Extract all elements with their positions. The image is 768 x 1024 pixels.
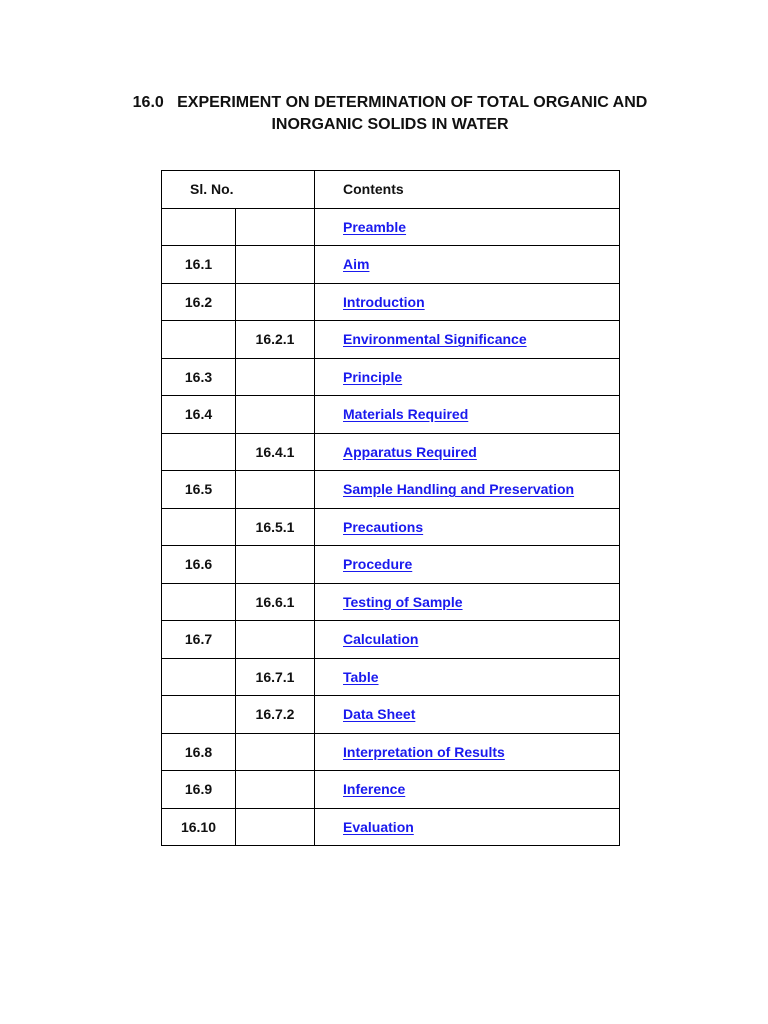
contents-cell — [315, 283, 620, 321]
page-title — [60, 92, 720, 136]
table-row — [162, 283, 620, 321]
subsection-number — [236, 396, 315, 434]
section-number — [162, 658, 236, 696]
subsection-number — [236, 808, 315, 846]
contents-link[interactable]: Data Sheet — [343, 706, 416, 723]
contents-link[interactable]: Aim — [343, 256, 370, 273]
subsection-number: 16.5.1 — [236, 508, 315, 546]
subsection-number: 16.7.1 — [236, 658, 315, 696]
subsection-number — [236, 771, 315, 809]
subsection-number: 16.4.1 — [236, 433, 315, 471]
section-number: 16.3 — [162, 358, 236, 396]
table-row — [162, 396, 620, 434]
table-row — [162, 546, 620, 584]
contents-cell — [315, 508, 620, 546]
section-number: 16.5 — [162, 471, 236, 509]
header-sl-no — [162, 171, 315, 209]
contents-cell — [315, 358, 620, 396]
section-number: 16.4 — [162, 396, 236, 434]
contents-cell — [315, 208, 620, 246]
subsection-number: 16.7.2 — [236, 696, 315, 734]
contents-link[interactable]: Testing of Sample — [343, 593, 463, 610]
section-number — [162, 321, 236, 359]
table-row — [162, 471, 620, 509]
contents-link[interactable]: Inference — [343, 781, 406, 798]
section-number: 16.6 — [162, 546, 236, 584]
contents-link[interactable]: Interpretation of Results — [343, 743, 505, 760]
section-number: 16.1 — [162, 246, 236, 284]
section-number: 16.10 — [162, 808, 236, 846]
header-contents: Contents — [315, 171, 620, 209]
table-row — [162, 733, 620, 771]
contents-link[interactable]: Calculation — [343, 631, 419, 648]
contents-link[interactable]: Precautions — [343, 518, 424, 535]
contents-link[interactable]: Environmental Significance — [343, 331, 527, 348]
title-line-2: INORGANIC SOLIDS IN WATER — [271, 116, 509, 133]
contents-link[interactable]: Evaluation — [343, 818, 414, 835]
subsection-number — [236, 283, 315, 321]
section-number — [162, 208, 236, 246]
contents-cell — [315, 471, 620, 509]
table-row — [162, 771, 620, 809]
section-number — [162, 508, 236, 546]
contents-link[interactable]: Materials Required — [343, 406, 469, 423]
section-number: 16.9 — [162, 771, 236, 809]
contents-cell — [315, 658, 620, 696]
table-row — [162, 583, 620, 621]
subsection-number — [236, 208, 315, 246]
subsection-number: 16.6.1 — [236, 583, 315, 621]
contents-cell — [315, 583, 620, 621]
title-line-1: 16.0 EXPERIMENT ON DETERMINATION OF TOTAL ORGANIC AND — [132, 94, 648, 111]
table-row — [162, 508, 620, 546]
section-number — [162, 433, 236, 471]
table-row — [162, 321, 620, 359]
table-row — [162, 621, 620, 659]
subsection-number — [236, 246, 315, 284]
contents-link[interactable]: Sample Handling and Preservation — [343, 481, 575, 498]
table-header-row — [162, 171, 620, 209]
contents-cell — [315, 808, 620, 846]
subsection-number — [236, 546, 315, 584]
table-row — [162, 433, 620, 471]
table-row — [162, 808, 620, 846]
contents-cell — [315, 733, 620, 771]
contents-cell — [315, 321, 620, 359]
contents-table — [161, 170, 620, 846]
subsection-number — [236, 358, 315, 396]
table-row — [162, 658, 620, 696]
section-number: 16.7 — [162, 621, 236, 659]
contents-cell — [315, 246, 620, 284]
contents-link[interactable]: Preamble — [343, 218, 407, 235]
contents-link[interactable]: Procedure — [343, 556, 413, 573]
contents-link[interactable]: Apparatus Required — [343, 443, 477, 460]
section-number: 16.8 — [162, 733, 236, 771]
subsection-number: 16.2.1 — [236, 321, 315, 359]
section-number — [162, 583, 236, 621]
contents-cell — [315, 621, 620, 659]
subsection-number — [236, 733, 315, 771]
contents-cell — [315, 546, 620, 584]
subsection-number — [236, 621, 315, 659]
section-number — [162, 696, 236, 734]
section-number: 16.2 — [162, 283, 236, 321]
table-row — [162, 696, 620, 734]
table-row — [162, 208, 620, 246]
contents-cell — [315, 771, 620, 809]
table-row — [162, 246, 620, 284]
contents-cell — [315, 696, 620, 734]
contents-link[interactable]: Principle — [343, 368, 403, 385]
subsection-number — [236, 471, 315, 509]
contents-cell — [315, 433, 620, 471]
contents-cell — [315, 396, 620, 434]
contents-link[interactable]: Introduction — [343, 293, 425, 310]
header-sl-no-label: Sl. No. — [190, 181, 234, 198]
contents-link[interactable]: Table — [343, 668, 379, 685]
table-row — [162, 358, 620, 396]
